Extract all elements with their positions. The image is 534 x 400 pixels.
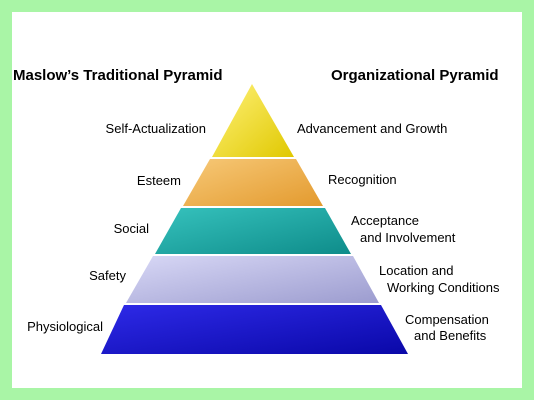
maslow-label-safety: Safety [89,268,126,283]
organizational-pyramid-title: Organizational Pyramid [331,67,499,84]
pyramid-tier-esteem [183,159,323,206]
org-label-location-line2: Working Conditions [387,280,500,295]
pyramid-tier-physiological [101,305,408,354]
org-label-compensation-line2: and Benefits [414,328,487,343]
org-label-recognition: Recognition [328,172,397,187]
org-label-acceptance-line1: Acceptance [351,213,419,228]
maslow-label-esteem: Esteem [136,173,181,188]
pyramid-tier-safety [126,256,379,303]
pyramid-tier-social [155,208,351,254]
maslow-pyramid-title: Maslow’s Traditional Pyramid [13,67,223,84]
org-label-acceptance-line2: and Involvement [360,230,456,245]
pyramid-tier-self-actualization [212,84,294,157]
org-label-advancement: Advancement and Growth [297,121,448,136]
maslow-label-social: Social [113,221,149,236]
maslow-label-self-actualization: Self-Actualization [105,121,206,136]
maslow-label-physiological: Physiological [27,319,103,334]
org-label-location-line1: Location and [379,263,454,278]
org-label-compensation-line1: Compensation [405,312,489,327]
